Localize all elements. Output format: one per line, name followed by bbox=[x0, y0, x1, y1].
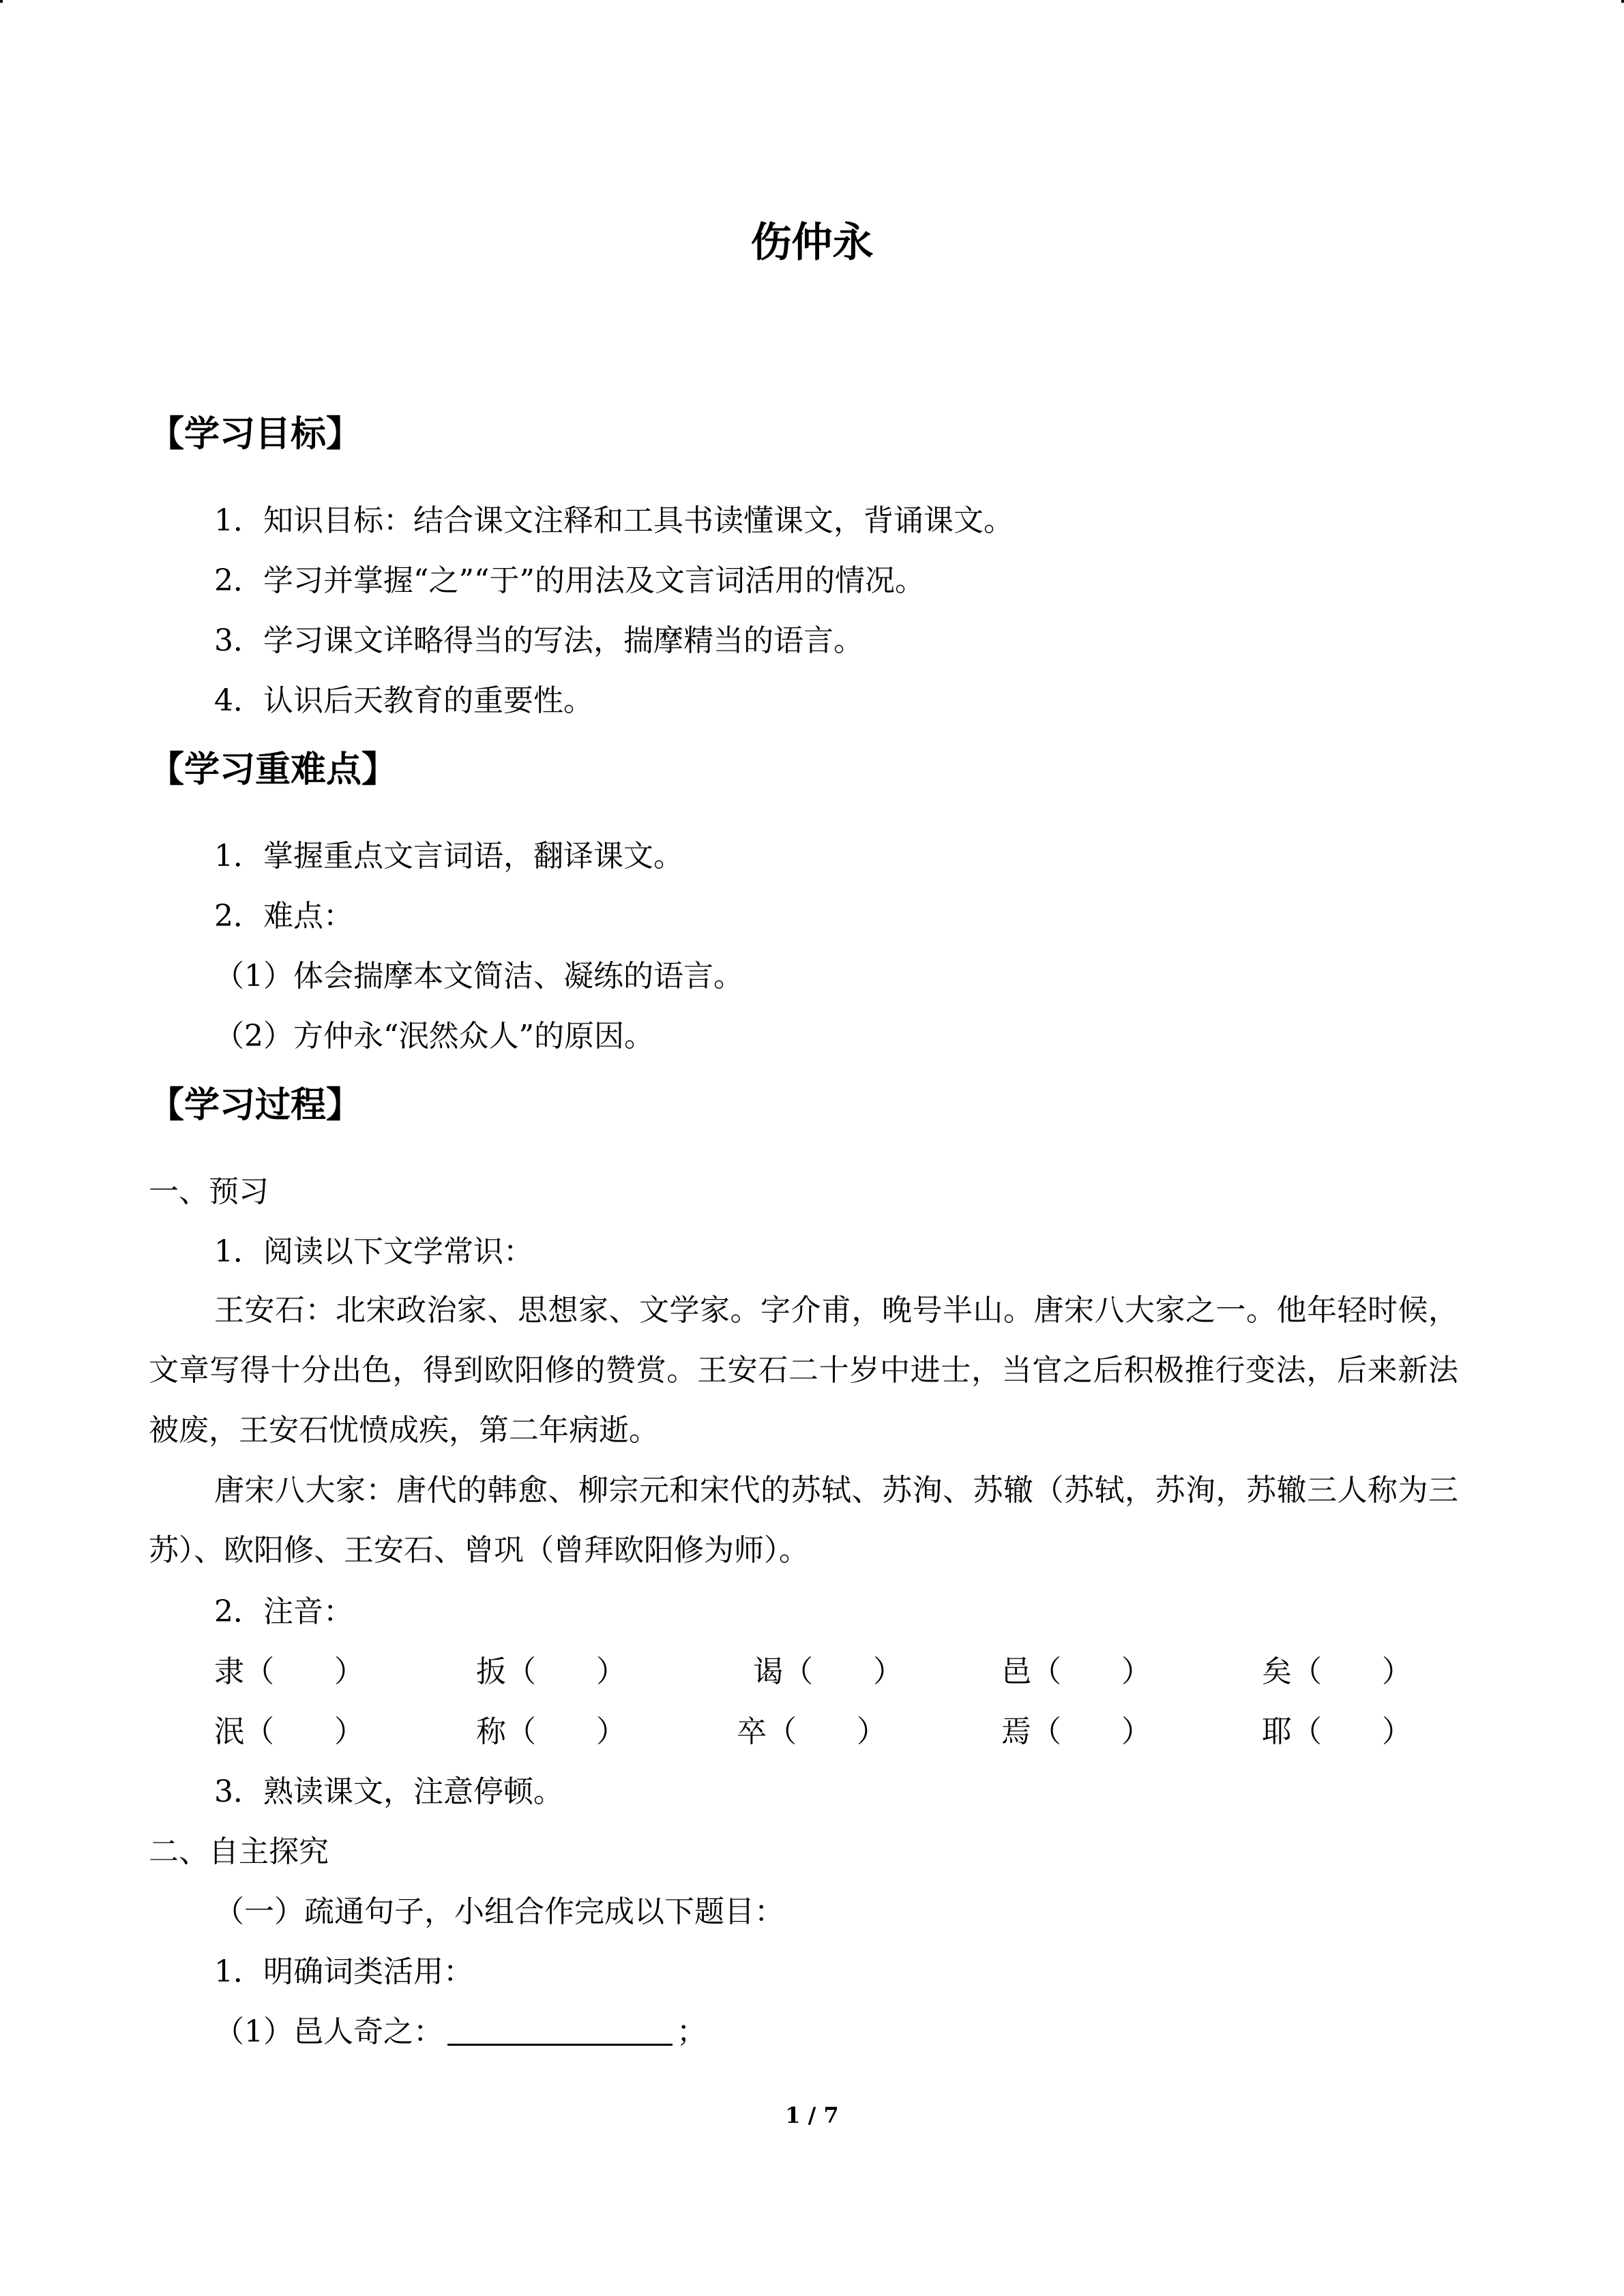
page-corner-mark bbox=[1621, 0, 1624, 3]
step-label: 2．注音： bbox=[214, 1594, 353, 1629]
difficulty-item: 2．难点： bbox=[214, 899, 353, 934]
sub-heading: （一）疏通句子，小组合作完成以下题目： bbox=[214, 1894, 784, 1929]
goal-item: 2．学习并掌握“之”“于”的用法及文言词活用的情况。 bbox=[214, 563, 925, 598]
question-text: （1）邑人奇之： bbox=[214, 2014, 443, 2049]
difficulty-item: 1．掌握重点文言词语，翻译课文。 bbox=[214, 839, 683, 874]
question-label: 1．明确词类活用： bbox=[214, 1954, 473, 1989]
section-heading-goals: 【学习目标】 bbox=[149, 414, 362, 455]
goal-item: 4．认识后天教育的重要性。 bbox=[214, 683, 593, 718]
phonetic-item: 隶（ ） bbox=[214, 1654, 364, 1689]
phonetic-item: 焉（ ） bbox=[1001, 1714, 1151, 1749]
part-heading: 二、自主探究 bbox=[149, 1834, 329, 1869]
phonetic-item: 矣（ ） bbox=[1262, 1654, 1412, 1689]
page-number: 1 / 7 bbox=[785, 2102, 839, 2128]
section-heading-difficulties: 【学习重难点】 bbox=[149, 749, 398, 790]
page-title: 伤仲永 bbox=[750, 219, 874, 267]
step-label: 1．阅读以下文学常识： bbox=[214, 1234, 533, 1269]
phonetic-item: 扳（ ） bbox=[476, 1654, 626, 1689]
phonetic-item: 邑（ ） bbox=[1001, 1654, 1151, 1689]
step-label: 3．熟读课文，注意停顿。 bbox=[214, 1774, 563, 1809]
question-end: ； bbox=[677, 2014, 707, 2049]
goal-item: 3．学习课文详略得当的写法，揣摩精当的语言。 bbox=[214, 623, 863, 658]
phonetic-item: 泯（ ） bbox=[214, 1714, 364, 1749]
phonetic-item: 谒（ ） bbox=[753, 1654, 903, 1689]
question-line bbox=[214, 2012, 707, 2053]
difficulty-item: （1）体会揣摩本文简洁、凝练的语言。 bbox=[214, 959, 743, 994]
difficulty-item: （2）方仲永“泯然众人”的原因。 bbox=[214, 1019, 654, 1054]
phonetic-item: 卒（ ） bbox=[737, 1714, 887, 1749]
page-corner-mark bbox=[0, 0, 3, 3]
goal-item: 1．知识目标：结合课文注释和工具书读懂课文，背诵课文。 bbox=[214, 503, 1014, 538]
answer-blank[interactable] bbox=[447, 2014, 673, 2046]
phonetic-item: 耶（ ） bbox=[1262, 1714, 1412, 1749]
paragraph-wang-anshi: 王安石：北宋政治家、思想家、文学家。字介甫，晚号半山。唐宋八大家之一。他年轻时候，文章写得十分出色，得到欧阳修的赞赏。王安石二十岁中进士，当官之后积极推行变法，后来新法被废，王安石忧愤成疾，第二年病逝。 bbox=[149, 1293, 1458, 1448]
section-heading-process: 【学习过程】 bbox=[149, 1085, 362, 1126]
part-heading: 一、预习 bbox=[149, 1174, 269, 1209]
phonetic-item: 称（ ） bbox=[476, 1714, 626, 1749]
paragraph-eight-masters: 唐宋八大家：唐代的韩愈、柳宗元和宋代的苏轼、苏洵、苏辙（苏轼，苏洵，苏辙三人称为三苏）、欧阳修、王安石、曾巩（曾拜欧阳修为师）。 bbox=[149, 1473, 1458, 1568]
